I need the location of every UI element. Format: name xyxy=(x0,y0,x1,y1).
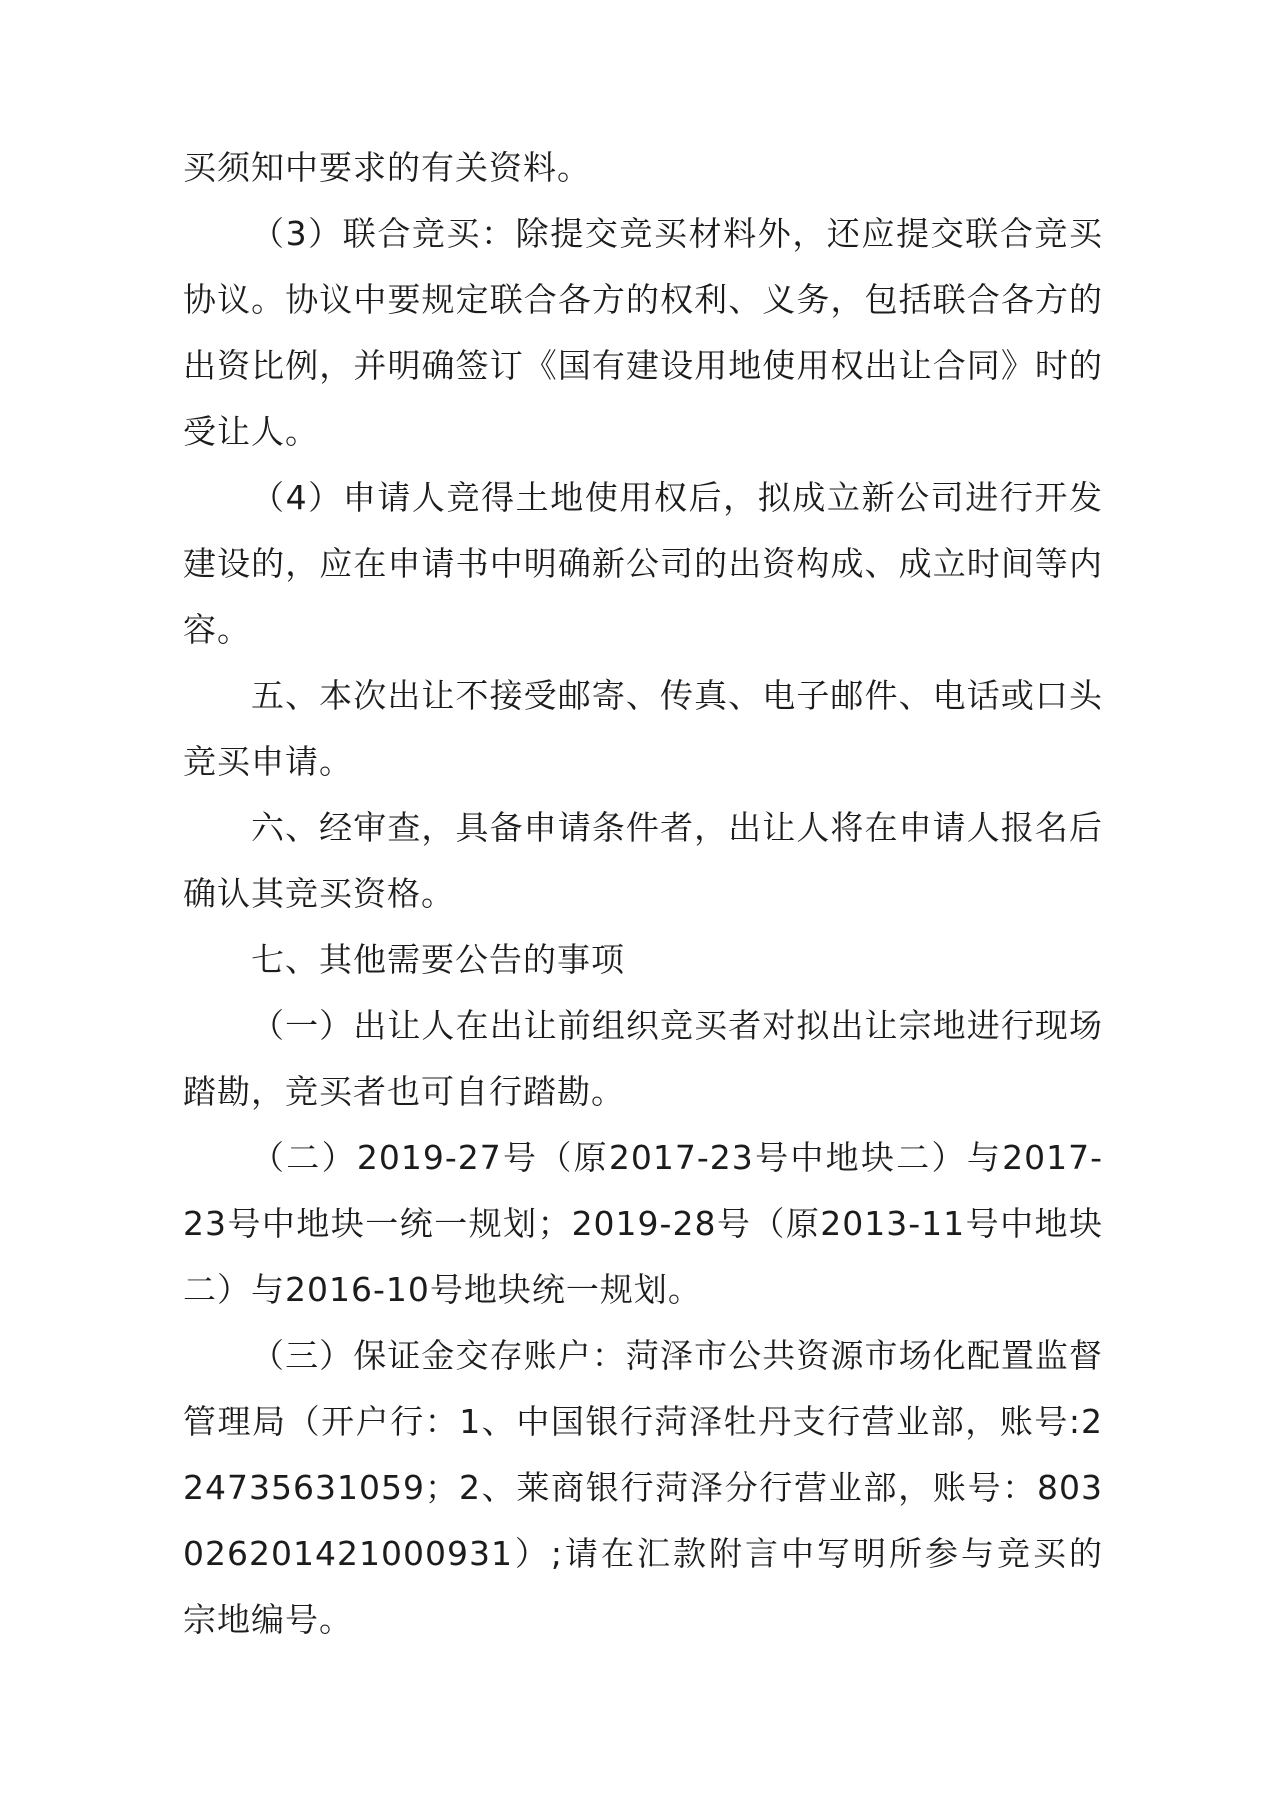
paragraph-deposit-account: （三）保证金交存账户：菏泽市公共资源市场化配置监督管理局（开户行：1、中国银行菏泽牡丹支行营业部，账号:224735631059；2、莱商银行菏泽分行营业部，账号：803026201421000931）;请在汇款附言中写明所参与竞买的宗地编号。 xyxy=(183,1336,1103,1639)
paragraph-section-six: 六、经审查，具备申请条件者，出让人将在申请人报名后确认其竞买资格。 xyxy=(183,808,1103,913)
paragraph-site-inspection: （一）出让人在出让前组织竞买者对拟出让宗地进行现场踏勘，竞买者也可自行踏勘。 xyxy=(183,1006,1103,1111)
paragraph-section-five: 五、本次出让不接受邮寄、传真、电子邮件、电话或口头竞买申请。 xyxy=(183,676,1103,781)
paragraph-new-company: （4）申请人竞得土地使用权后，拟成立新公司进行开发建设的，应在申请书中明确新公司的出资构成、成立时间等内容。 xyxy=(183,478,1103,649)
paragraph-materials-end: 买须知中要求的有关资料。 xyxy=(183,148,591,187)
paragraph-joint-bidding: （3）联合竞买：除提交竞买材料外，还应提交联合竞买协议。协议中要规定联合各方的权利、义务，包括联合各方的出资比例，并明确签订《国有建设用地使用权出让合同》时的受让人。 xyxy=(183,214,1103,451)
document-body xyxy=(183,135,1103,1653)
heading-section-seven: 七、其他需要公告的事项 xyxy=(251,940,625,979)
paragraph-unified-planning: （二）2019-27号（原2017-23号中地块二）与2017-23号中地块一统一规划；2019-28号（原2013-11号中地块二）与2016-10号地块统一规划。 xyxy=(183,1138,1103,1309)
